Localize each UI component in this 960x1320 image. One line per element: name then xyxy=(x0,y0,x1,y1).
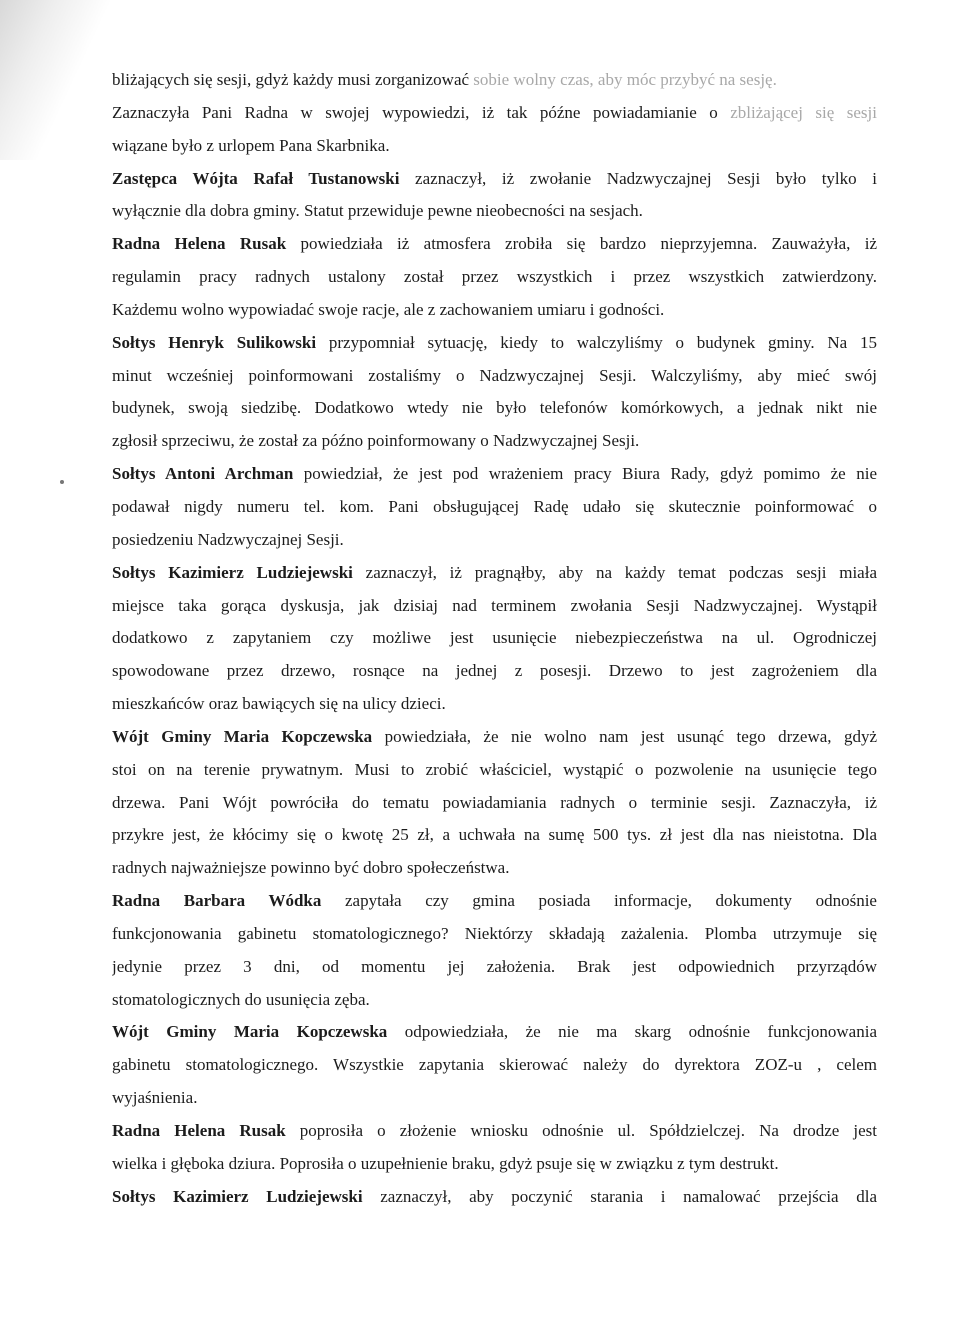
line-text: mieszkańców oraz bawiących się na ulicy dzieci. xyxy=(112,694,446,714)
line-text: zaznaczył, iż pragnąłby, aby na każdy temat podczas sesji miała xyxy=(352,562,877,582)
text-line xyxy=(112,130,877,163)
line-text: Zaznaczyła Pani Radna w swojej wypowiedzi, iż tak późne powiadamianie o xyxy=(112,102,731,122)
line-text: stoi on na terenie prywatnym. Musi to zrobić właściciel, wystąpić o pozwolenie na usunięcie tego xyxy=(112,759,877,779)
text-line xyxy=(112,557,877,590)
text-line xyxy=(112,1082,877,1115)
text-line xyxy=(112,852,877,885)
line-text: spowodowane przez drzewo, rosnące na jednej z posesji. Drzewo to jest zagrożeniem dla xyxy=(112,661,877,681)
text-line xyxy=(112,721,877,754)
text-line xyxy=(112,1049,877,1082)
line-text: jedynie przez 3 dni, od momentu jej założenia. Brak jest odpowiednich przyrządów xyxy=(112,956,877,976)
line-text: radnych najważniejsze powinno być dobro społeczeństwa. xyxy=(112,858,510,878)
speaker-name: Sołtys Kazimierz Ludziejewski xyxy=(112,1186,363,1206)
line-text: odpowiedziała, że nie ma skarg odnośnie funkcjonowania xyxy=(387,1022,877,1042)
line-text: zaznaczył, iż zwołanie Nadzwyczajnej Sesji było tylko i xyxy=(399,168,877,188)
text-line xyxy=(112,458,877,491)
text-line xyxy=(112,688,877,721)
text-line xyxy=(112,1016,877,1049)
speaker-name: Sołtys Henryk Sulikowski xyxy=(112,332,317,352)
text-line xyxy=(112,327,877,360)
line-text: bliżających się sesji, gdyż każdy musi zorganizować xyxy=(112,70,474,89)
line-text: zgłosił sprzeciwu, że został za późno poinformowany o Nadzwyczajnej Sesji. xyxy=(112,431,640,451)
speaker-name: Sołtys Kazimierz Ludziejewski xyxy=(112,562,353,582)
line-text: podawał nigdy numeru tel. kom. Pani obsługującej Radę udało się skutecznie poinformować o xyxy=(112,496,877,516)
text-line xyxy=(112,622,877,655)
text-line xyxy=(112,1148,877,1181)
text-line xyxy=(112,261,877,294)
text-line xyxy=(112,819,877,852)
line-text: wyjaśnienia. xyxy=(112,1088,198,1108)
text-line xyxy=(112,425,877,458)
line-text: Każdemu wolno wypowiadać swoje racje, ale z zachowaniem umiaru i godności. xyxy=(112,299,665,319)
text-line xyxy=(112,918,877,951)
text-line xyxy=(112,163,877,196)
text-line xyxy=(112,1181,877,1214)
speaker-name: Sołtys Antoni Archman xyxy=(112,464,294,484)
line-text: drzewa. Pani Wójt powróciła do tematu powiadamiania radnych o terminie sesji. Zaznaczyła, iż xyxy=(112,792,877,812)
speaker-name: Radna Helena Rusak xyxy=(112,1121,286,1140)
line-text: powiedziała, że nie wolno nam jest usunąć tego drzewa, gdyż xyxy=(372,726,877,746)
text-line xyxy=(112,294,877,327)
text-line xyxy=(112,360,877,393)
text-line xyxy=(112,1115,877,1148)
line-text: zapytała czy gmina posiada informacje, dokumenty odnośnie xyxy=(321,891,877,911)
text-line xyxy=(112,754,877,787)
text-line xyxy=(112,97,877,130)
line-text: przypomniał sytuację, kiedy to walczyliśmy o budynek gminy. Na 15 xyxy=(316,332,877,352)
line-text: wyłącznie dla dobra gminy. Statut przewiduje pewne nieobecności na sesjach. xyxy=(112,201,643,221)
line-text: zaznaczył, aby poczynić starania i namalować przejścia dla xyxy=(362,1186,877,1206)
line-text: powiedziała iż atmosfera zrobiła się bardzo nieprzyjemna. Zauważyła, iż xyxy=(286,234,877,254)
line-text: dodatkowo z zapytaniem czy możliwe jest usunięcie niebezpieczeństwa na ul. Ogrodniczej xyxy=(112,628,877,648)
line-text: posiedzeniu Nadzwyczajnej Sesji. xyxy=(112,529,344,549)
text-line xyxy=(112,984,877,1017)
text-line xyxy=(112,64,877,97)
scan-dust-mark xyxy=(60,480,64,484)
text-line xyxy=(112,392,877,425)
line-text: stomatologicznych do usunięcia zęba. xyxy=(112,989,370,1009)
text-line xyxy=(112,885,877,918)
text-line xyxy=(112,195,877,228)
line-text: funkcjonowania gabinetu stomatologicznego? Niektórzy składają zażalenia. Plomba utrzymuje się xyxy=(112,923,877,943)
line-text: budynek, swoją siedzibę. Dodatkowo wtedy nie było telefonów komórkowych, a jednak nikt nie xyxy=(112,398,877,418)
text-line xyxy=(112,787,877,820)
line-text: powiedział, że jest pod wrażeniem pracy Biura Rady, gdyż pomimo że nie xyxy=(293,464,877,484)
text-line xyxy=(112,590,877,623)
text-line xyxy=(112,491,877,524)
speaker-name: Radna Barbara Wódka xyxy=(112,891,322,911)
speaker-name: Wójt Gminy Maria Kopczewska xyxy=(112,1022,388,1042)
line-text: miejsce taka gorąca dyskusja, jak dzisiaj nad terminem zwołania Sesji Nadzwyczajnej. Wystąpił xyxy=(112,595,877,615)
speaker-name: Wójt Gminy Maria Kopczewska xyxy=(112,726,373,746)
faded-line-text: sobie wolny czas, aby móc przybyć na sesję. xyxy=(473,70,777,89)
text-line xyxy=(112,228,877,261)
line-text: wiązane było z urlopem Pana Skarbnika. xyxy=(112,135,390,155)
text-line xyxy=(112,655,877,688)
document-body xyxy=(112,64,877,1214)
line-text: minut wcześniej poinformowani zostaliśmy o Nadzwyczajnej Sesji. Walczyliśmy, aby mieć swój xyxy=(112,365,877,385)
speaker-name: Zastępca Wójta Rafał Tustanowski xyxy=(112,168,400,188)
text-line xyxy=(112,524,877,557)
line-text: wielka i głęboka dziura. Poprosiła o uzupełnienie braku, gdyż psuje się w związku z tym destrukt. xyxy=(112,1153,779,1173)
line-text: regulamin pracy radnych ustalony został przez wszystkich i przez wszystkich zatwierdzony. xyxy=(112,267,877,287)
faded-line-text: zbliżającej się sesji xyxy=(730,102,877,122)
line-text: gabinetu stomatologicznego. Wszystkie zapytania skierować należy do dyrektora ZOZ-u , celem xyxy=(112,1055,877,1075)
line-text: przykre jest, że kłócimy się o kwotę 25 zł, a uchwała na sumę 500 tys. zł jest dla nas nieistotna. Dla xyxy=(112,825,877,845)
speaker-name: Radna Helena Rusak xyxy=(112,234,287,254)
line-text: poprosiła o złożenie wniosku odnośnie ul. Spółdzielczej. Na drodze jest xyxy=(285,1121,877,1140)
scan-edge-shadow xyxy=(0,0,112,160)
text-line xyxy=(112,951,877,984)
